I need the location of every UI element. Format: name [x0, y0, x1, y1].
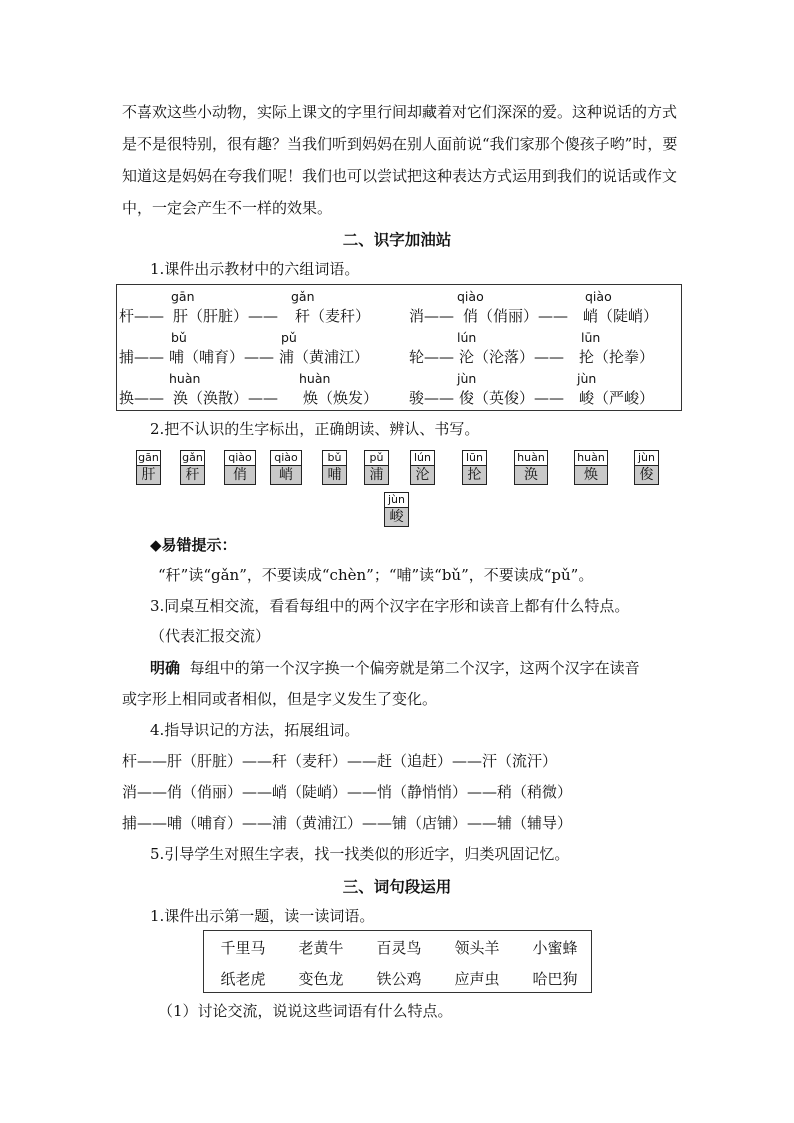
char-card: gǎn 秆 — [180, 450, 205, 485]
word-group-box — [116, 284, 682, 411]
char-card: pǔ 浦 — [364, 450, 389, 485]
word-cell: 小蜜蜂 — [532, 939, 578, 957]
word-table — [203, 930, 592, 993]
char-card: gān 肝 — [136, 450, 161, 485]
step-2-text: 2.把不认识的生字标出，正确朗读、辨认、书写。 — [150, 420, 480, 438]
char-card: huàn 涣 — [514, 450, 548, 485]
word-group-row: 捕—— bǔ 哺（哺育）—— pǔ 浦（黄浦江） 轮—— lún 沦（沦落）—— lūn 抡（抡拳） — [119, 330, 655, 366]
word-cell: 铁公鸡 — [376, 970, 422, 988]
step-3-text: 3.同桌互相交流，看看每组中的两个汉字在字形和读音上都有什么特点。 — [150, 597, 630, 615]
step-1-text: 1.课件出示教材中的六组词语。 — [150, 260, 360, 278]
clarify-text: 每组中的第一个汉字换一个偏旁就是第二个汉字，这两个汉字在读音 — [189, 659, 640, 677]
char-card: bǔ 哺 — [322, 450, 347, 485]
word-cell: 变色龙 — [298, 970, 344, 988]
word-cell: 纸老虎 — [220, 970, 266, 988]
pinyin: pǔ — [281, 330, 297, 345]
pinyin: lún — [457, 330, 477, 345]
char-card: qiào 峭 — [270, 450, 302, 485]
pinyin: huàn — [169, 371, 201, 386]
section-heading-usage: 三、词句段运用 — [342, 877, 452, 896]
expand-line: 杆——肝（肝脏）——秆（麦秆）——赶（追赶）——汗（流汗） — [122, 752, 558, 770]
pinyin: huàn — [299, 371, 331, 386]
char-card: jùn 俊 — [634, 450, 659, 485]
pinyin: qiào — [457, 289, 484, 304]
pinyin: lūn — [581, 330, 601, 345]
pinyin: gǎn — [291, 289, 315, 304]
pinyin: gān — [171, 289, 195, 304]
word-cell: 应声虫 — [454, 970, 500, 988]
pinyin: qiào — [585, 289, 612, 304]
tip-title: ◆易错提示： — [150, 536, 237, 554]
word-cell: 领头羊 — [454, 939, 500, 957]
section-heading-literacy: 二、识字加油站 — [342, 230, 452, 249]
section3-step-1-text: 1.课件出示第一题，读一读词语。 — [150, 907, 375, 925]
char-card: qiào 俏 — [224, 450, 256, 485]
char-card: lún 沦 — [410, 450, 435, 485]
char-card: huàn 焕 — [574, 450, 608, 485]
expand-line: 捕——哺（哺育）——浦（黄浦江）——铺（店铺）——辅（辅导） — [122, 814, 573, 832]
pinyin: bǔ — [171, 330, 187, 345]
word-group-row: 换—— huàn 涣（涣散）—— huàn 焕（焕发） 骏—— jùn 俊（英俊）—— jùn 峻（严峻） — [119, 371, 655, 407]
sub-question-1: （1）讨论交流，说说这些词语有什么特点。 — [158, 1002, 453, 1020]
word-cell: 哈巴狗 — [532, 970, 578, 988]
clarify-line — [150, 657, 640, 678]
word-cell: 千里马 — [220, 939, 266, 957]
pinyin: jùn — [457, 371, 477, 386]
tip-text: “秆”读“gǎn”，不要读成“chèn”；“哺”读“bǔ”，不要读成“pǔ”。 — [158, 566, 594, 584]
word-group-row: 杆—— gān 肝（肝脏）—— gǎn 秆（麦秆） 消—— qiào 俏（俏丽）—— qiào 峭（陡峭） — [119, 289, 659, 325]
expand-line: 消——俏（俏丽）——峭（陡峭）——悄（静悄悄）——稍（稍微） — [122, 783, 573, 801]
intro-paragraph: 不喜欢这些小动物，实际上课文的字里行间却藏着对它们深深的爱。这种说话的方式是不是很特别，很有趣？当我们听到妈妈在别人面前说“我们家那个傻孩子哟”时，要知道这是妈妈在夸我们呢！我们也可以尝试把这种表达方式运用到我们的说话或作文中，一定会产生不一样的效果。 — [122, 103, 678, 217]
char-card: jùn 峻 — [384, 492, 409, 527]
word-cell: 老黄牛 — [298, 939, 344, 957]
step-3-note: （代表汇报交流） — [150, 627, 271, 645]
clarify-text-continued: 或字形上相同或者相似，但是字义发生了变化。 — [122, 690, 438, 708]
char-card: lūn 抡 — [462, 450, 487, 485]
pinyin: jùn — [577, 371, 597, 386]
step-4-text: 4.指导识记的方法，拓展组词。 — [150, 721, 360, 739]
word-cell: 百灵鸟 — [376, 939, 422, 957]
clarify-label: 明确 — [150, 659, 181, 677]
step-5-text: 5.引导学生对照生字表，找一找类似的形近字，归类巩固记忆。 — [150, 845, 570, 863]
